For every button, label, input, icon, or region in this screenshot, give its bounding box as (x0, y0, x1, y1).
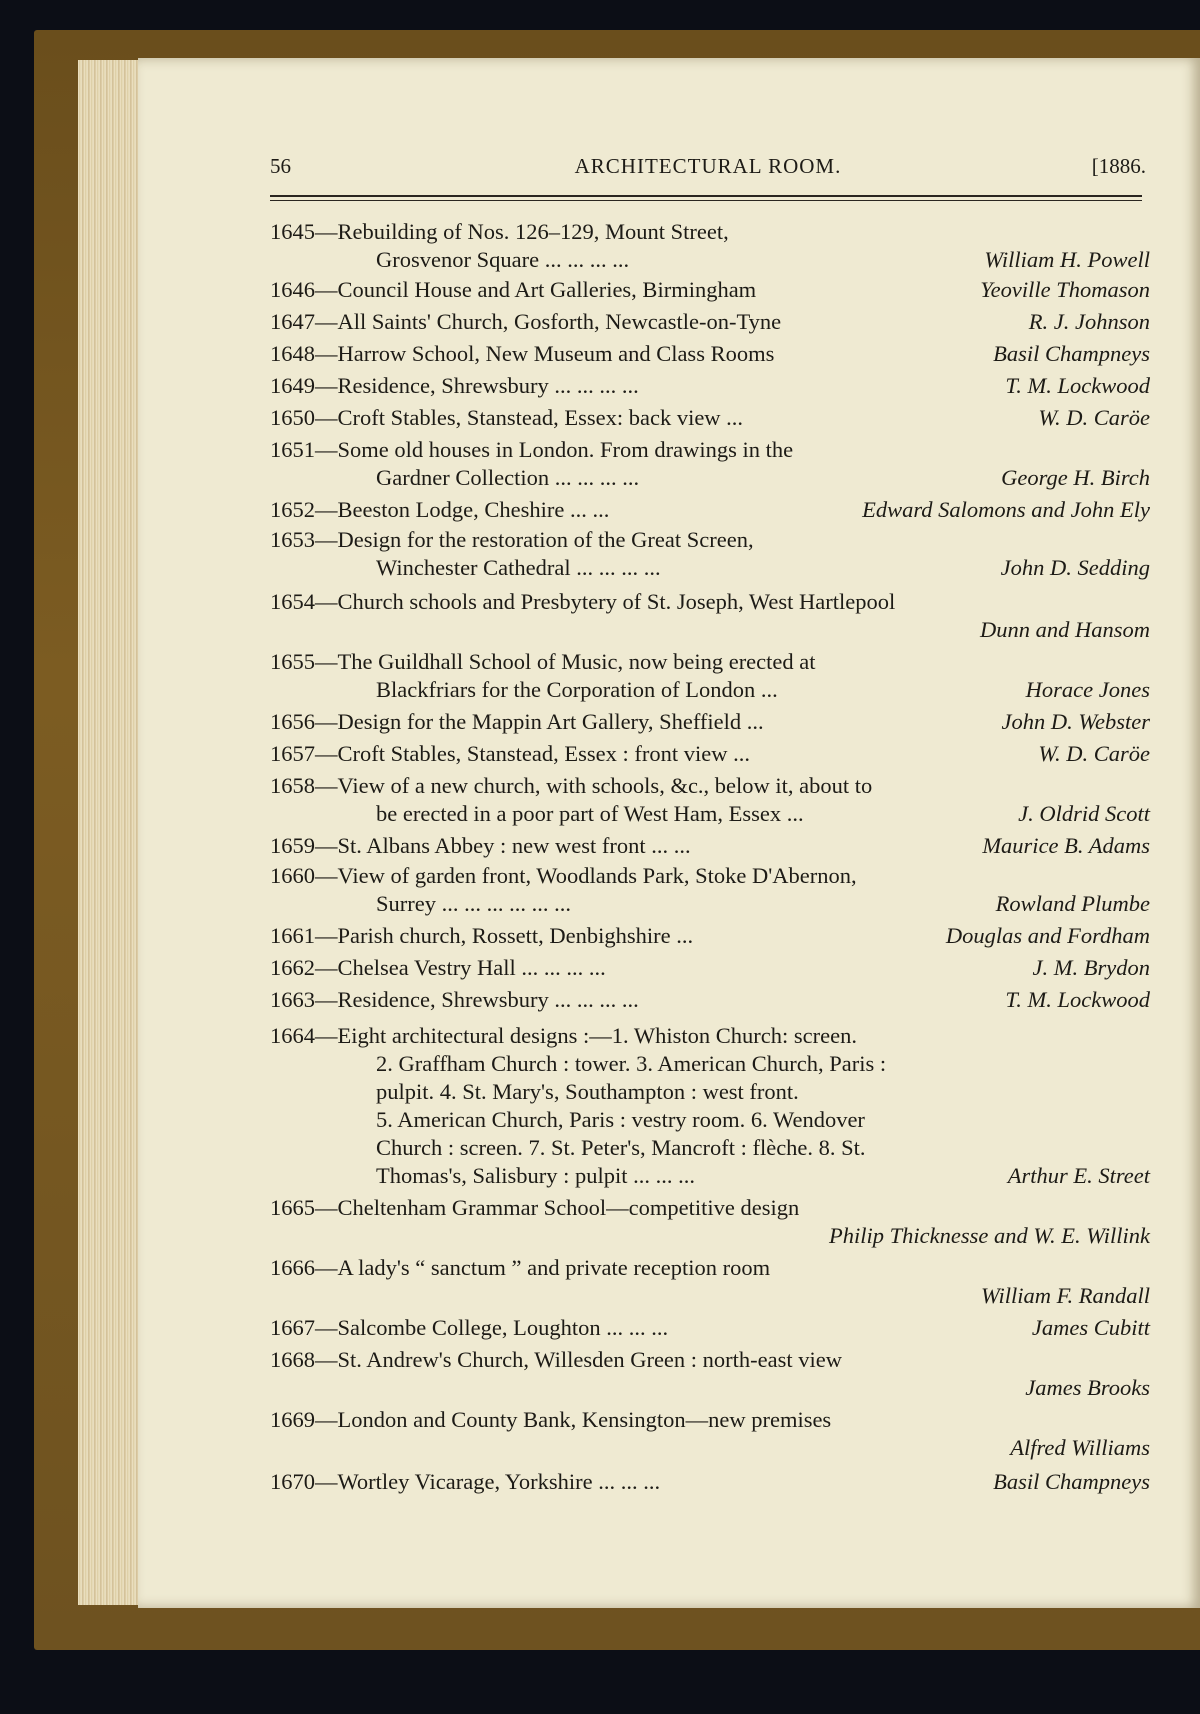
entry-text: 5. American Church, Paris : vestry room. 6. Wendover (376, 1107, 865, 1132)
entry-text: 1669—London and County Bank, Kensington—new premises (270, 1407, 832, 1432)
entry-line (270, 1162, 1150, 1190)
entry-line (270, 588, 1150, 616)
entry-architect: John D. Sedding (1000, 555, 1150, 580)
entry-line (270, 1222, 1150, 1250)
entry-text: 1667—Salcombe College, Loughton ... ... ... (270, 1315, 669, 1340)
page-header (270, 154, 1146, 182)
entry-line (270, 308, 1150, 336)
entry-text: 1657—Croft Stables, Stanstead, Essex : front view ... (270, 741, 750, 766)
entry-text: Blackfriars for the Corporation of London ... (376, 677, 778, 702)
entry-architect: Rowland Plumbe (995, 891, 1150, 916)
entry-architect: W. D. Caröe (1038, 741, 1150, 766)
entry-architect: Edward Salomons and John Ely (862, 497, 1150, 522)
entry-line (270, 554, 1150, 582)
page-title: ARCHITECTURAL ROOM. (574, 154, 842, 178)
entry-architect: William H. Powell (984, 247, 1150, 272)
entry-line (270, 276, 1150, 304)
entry-line (270, 676, 1150, 704)
entry-text: 1649—Residence, Shrewsbury ... ... ... ... (270, 373, 639, 398)
entry-architect: R. J. Johnson (1028, 309, 1150, 334)
entry-text: be erected in a poor part of West Ham, Essex ... (376, 801, 804, 826)
entry-architect: T. M. Lockwood (1005, 373, 1150, 398)
entry-text: 1662—Chelsea Vestry Hall ... ... ... ... (270, 955, 606, 980)
entry-architect: Douglas and Fordham (945, 923, 1150, 948)
entry-line (270, 1078, 1150, 1106)
entry-line (270, 648, 1150, 676)
entry-architect: Horace Jones (1025, 677, 1150, 702)
entry-text: 1663—Residence, Shrewsbury ... ... ... ... (270, 987, 639, 1012)
entry-text: 1670—Wortley Vicarage, Yorkshire ... ... ... (270, 1469, 661, 1494)
entry-line (270, 1106, 1150, 1134)
entry-architect: Philip Thicknesse and W. E. Willink (828, 1223, 1150, 1248)
entry-architect: George H. Birch (1001, 465, 1150, 490)
header-rule (270, 195, 1142, 197)
entry-text: 2. Graffham Church : tower. 3. American Church, Paris : (376, 1051, 887, 1076)
entry-text: 1655—The Guildhall School of Music, now being erected at (270, 649, 816, 674)
entry-architect: Arthur E. Street (1007, 1163, 1150, 1188)
entry-text: 1652—Beeston Lodge, Cheshire ... ... (270, 497, 610, 522)
entry-architect: Dunn and Hansom (979, 617, 1150, 642)
entry-text: pulpit. 4. St. Mary's, Southampton : west front. (376, 1079, 799, 1104)
entry-architect: William F. Randall (981, 1283, 1150, 1308)
entry-line (270, 1194, 1150, 1222)
entry-architect: W. D. Caröe (1038, 405, 1150, 430)
entry-text: 1660—View of garden front, Woodlands Park, Stoke D'Abernon, (270, 863, 857, 888)
entry-line (270, 954, 1150, 982)
entry-text: 1646—Council House and Art Galleries, Birmingham (270, 277, 757, 302)
entry-line (270, 890, 1150, 918)
entry-line (270, 832, 1150, 860)
entry-architect: Basil Champneys (993, 1469, 1150, 1494)
entry-text: 1651—Some old houses in London. From drawings in the (270, 437, 794, 462)
entry-text: 1654—Church schools and Presbytery of St. Joseph, West Hartlepool (270, 589, 896, 614)
entry-line (270, 1406, 1150, 1434)
entry-text: 1661—Parish church, Rossett, Denbighshire ... (270, 923, 694, 948)
entry-line (270, 496, 1150, 524)
entry-line (270, 1434, 1150, 1462)
entry-text: 1659—St. Albans Abbey : new west front ... ... (270, 833, 691, 858)
entry-line (270, 1346, 1150, 1374)
entry-line (270, 616, 1150, 644)
entry-text: 1668—St. Andrew's Church, Willesden Green : north-east view (270, 1347, 843, 1372)
entry-line (270, 800, 1150, 828)
entry-text: 1645—Rebuilding of Nos. 126–129, Mount Street, (270, 219, 729, 244)
entry-architect: Maurice B. Adams (982, 833, 1150, 858)
entry-text: 1658—View of a new church, with schools, &c., below it, about to (270, 773, 873, 798)
entry-text: 1647—All Saints' Church, Gosforth, Newcastle-on-Tyne (270, 309, 782, 334)
entry-text: Winchester Cathedral ... ... ... ... (376, 555, 661, 580)
entry-architect: Yeoville Thomason (980, 277, 1150, 302)
entry-architect: Alfred Williams (1010, 1435, 1150, 1460)
entry-line (270, 922, 1150, 950)
entry-line (270, 772, 1150, 800)
entry-line (270, 436, 1150, 464)
entry-line (270, 1050, 1150, 1078)
entry-line (270, 740, 1150, 768)
entry-architect: J. M. Brydon (1032, 955, 1150, 980)
entry-line (270, 340, 1150, 368)
entry-line (270, 246, 1150, 274)
entry-text: 1648—Harrow School, New Museum and Class Rooms (270, 341, 775, 366)
entry-line (270, 1282, 1150, 1310)
entry-architect: John D. Webster (1001, 709, 1150, 734)
entry-line (270, 218, 1150, 246)
entry-line (270, 986, 1150, 1014)
page-year: [1886. (1091, 154, 1146, 178)
entry-text: 1665—Cheltenham Grammar School—competitive design (270, 1195, 800, 1220)
entry-line (270, 1022, 1150, 1050)
entry-line (270, 372, 1150, 400)
entry-architect: J. Oldrid Scott (1018, 801, 1150, 826)
entry-text: Gardner Collection ... ... ... ... (376, 465, 640, 490)
entry-line (270, 526, 1150, 554)
entry-line (270, 404, 1150, 432)
entry-text: 1664—Eight architectural designs :—1. Whiston Church: screen. (270, 1023, 857, 1048)
entry-line (270, 862, 1150, 890)
entry-line (270, 1134, 1150, 1162)
entry-line (270, 1254, 1150, 1282)
entry-architect: James Brooks (1025, 1375, 1150, 1400)
entry-line (270, 464, 1150, 492)
entry-line (270, 1314, 1150, 1342)
entry-line (270, 1374, 1150, 1402)
entry-text: Grosvenor Square ... ... ... ... (376, 247, 630, 272)
page-number: 56 (270, 154, 291, 178)
page-edges (78, 60, 140, 1605)
entry-architect: T. M. Lockwood (1005, 987, 1150, 1012)
entry-text: Church : screen. 7. St. Peter's, Mancroft : flèche. 8. St. (376, 1135, 866, 1160)
entry-text: 1656—Design for the Mappin Art Gallery, Sheffield ... (270, 709, 764, 734)
entry-line (270, 1468, 1150, 1496)
entry-text: Thomas's, Salisbury : pulpit ... ... ... (376, 1163, 696, 1188)
entry-line (270, 708, 1150, 736)
entry-text: 1653—Design for the restoration of the Great Screen, (270, 527, 754, 552)
entry-text: 1650—Croft Stables, Stanstead, Essex: back view ... (270, 405, 744, 430)
entry-text: 1666—A lady's “ sanctum ” and private reception room (270, 1255, 771, 1280)
entry-architect: James Cubitt (1031, 1315, 1150, 1340)
entry-architect: Basil Champneys (993, 341, 1150, 366)
header-rule-thin (270, 200, 1142, 201)
entry-text: Surrey ... ... ... ... ... ... (376, 891, 571, 916)
